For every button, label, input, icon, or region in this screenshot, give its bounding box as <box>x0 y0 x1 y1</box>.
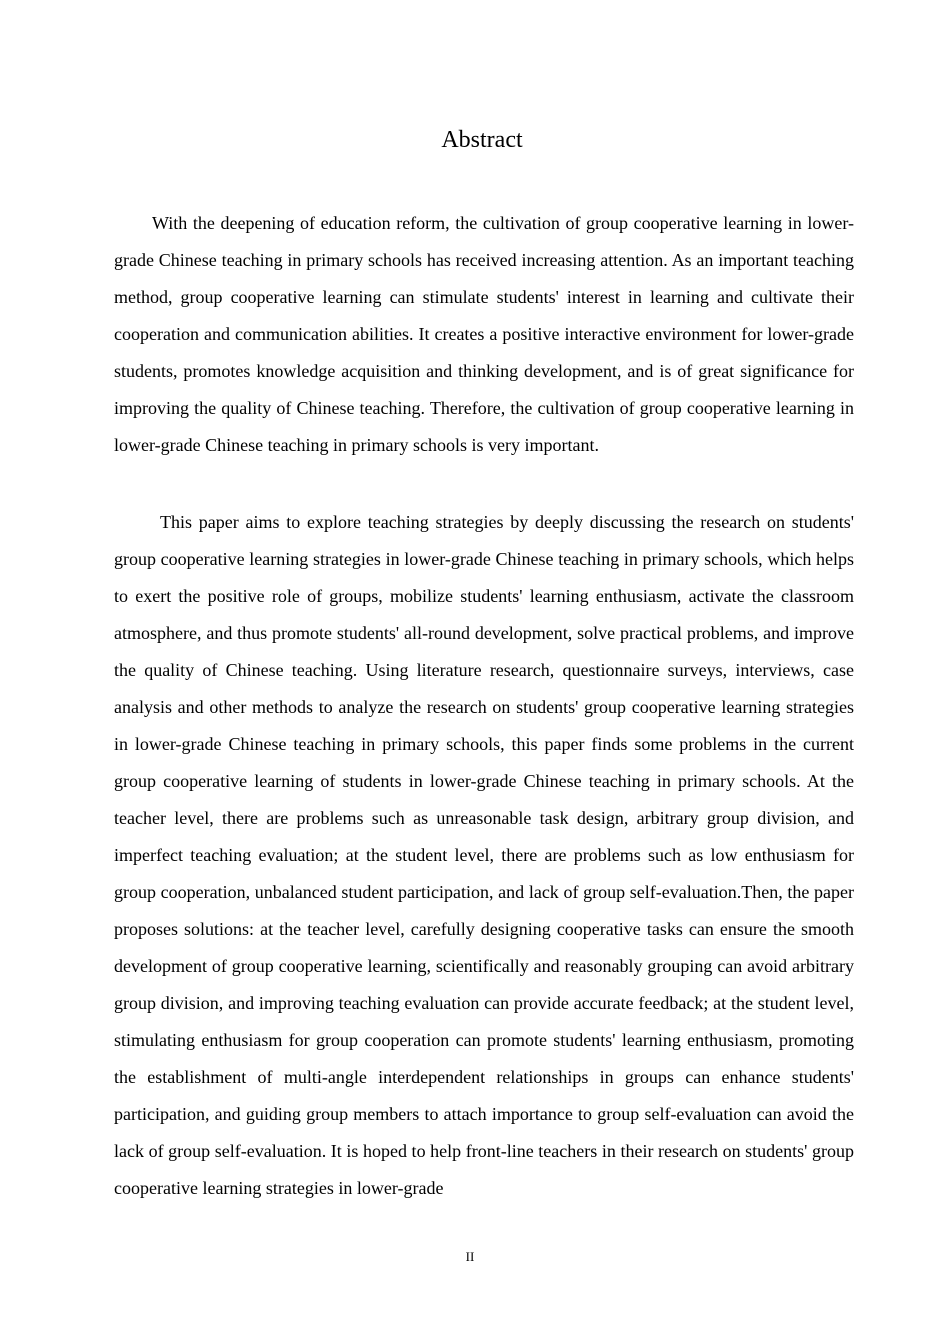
abstract-paragraph-2: This paper aims to explore teaching strategies by deeply discussing the research on students' group cooperative learning strategies in lower-grade Chinese teaching in primary schools, which helps to exert the positive role of groups, mobilize students' learning enthusiasm, activate the classroom atmosphere, and thus promote students' all-round development, solve practical problems, and improve the quality of Chinese teaching. Using literature research, questionnaire surveys, interviews, case analysis and other methods to analyze the research on students' group cooperative learning strategies in lower-grade Chinese teaching in primary schools, this paper finds some problems in the current group cooperative learning of students in lower-grade Chinese teaching in primary schools. At the teacher level, there are problems such as unreasonable task design, arbitrary group division, and imperfect teaching evaluation; at the student level, there are problems such as low enthusiasm for group cooperation, unbalanced student participation, and lack of group self-evaluation.Then, the paper proposes solutions: at the teacher level, carefully designing cooperative tasks can ensure the smooth development of group cooperative learning, scientifically and reasonably grouping can avoid arbitrary group division, and improving teaching evaluation can provide accurate feedback; at the student level, stimulating enthusiasm for group cooperation can promote students' learning enthusiasm, promoting the establishment of multi-angle interdependent relationships in groups can enhance students' participation, and guiding group members to attach importance to group self-evaluation can avoid the lack of group self-evaluation. It is hoped to help front-line teachers in their research on students' group cooperative learning strategies in lower-grade <box>114 512 854 1198</box>
abstract-title: Abstract <box>441 127 523 153</box>
abstract-paragraph-1: With the deepening of education reform, the cultivation of group cooperative learning in lower-grade Chinese teaching in primary schools has received increasing attention. As an important teaching method, group cooperative learning can stimulate students' interest in learning and cultivate their cooperation and communication abilities. It creates a positive interactive environment for lower-grade students, promotes knowledge acquisition and thinking development, and is of great significance for improving the quality of Chinese teaching. Therefore, the cultivation of group cooperative learning in lower-grade Chinese teaching in primary schools is very important. <box>114 213 854 455</box>
page-number: II <box>465 1249 475 1264</box>
